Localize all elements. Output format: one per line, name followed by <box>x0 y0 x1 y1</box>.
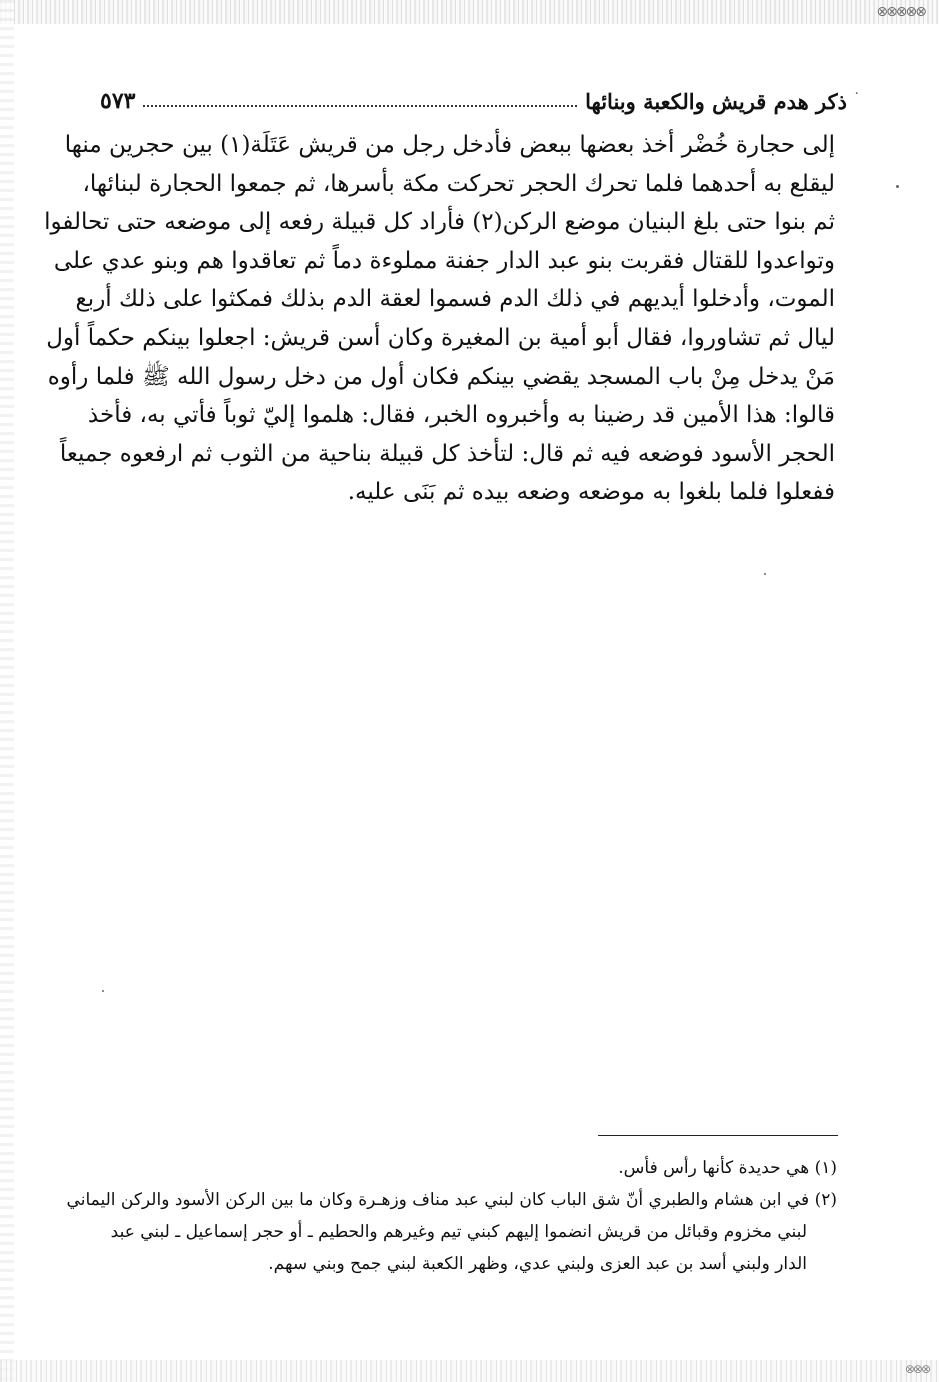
text-line: ليال ثم تشاوروا، فقال أبو أمية بن المغيرة وكان أسن قريش: اجعلوا بينكم حكماً أول <box>46 324 835 351</box>
text-line: ليقلع به أحدهما فلما تحرك الحجر تحركت مكة بأسرها، ثم جمعوا الحجارة لبنائها، <box>82 170 835 197</box>
footnote-2-continued: لبني مخزوم وقبائل من قريش انضموا إليهم كبني تيم وغيرهم والحطيم ـ أو حجر إسماعيل ـ لبني عبد <box>110 1222 807 1242</box>
text-line: ففعلوا فلما بلغوا به موضعه وضعه بيده ثم بَنَى عليه. <box>347 479 835 506</box>
scan-edge-top <box>0 0 939 24</box>
footnote-1: (١) هي حديدة كأنها رأس فأس. <box>618 1158 837 1178</box>
text-line: قالوا: هذا الأمين قد رضينا به وأخبروه الخبر، فقال: هلموا إليّ ثوباً فأتي به، فأخذ <box>87 402 835 429</box>
main-text-block <box>44 126 835 512</box>
footnote-separator <box>598 1135 838 1136</box>
footnote-2: (٢) في ابن هشام والطبري أنّ شق الباب كان لبني عبد مناف وزهـرة وكان ما بين الركن الأسود والركن اليماني <box>66 1190 837 1210</box>
text-line: وتواعدوا للقتال فقربت بنو عبد الدار جفنة مملوءة دماً ثم تعاقدوا هم وبنو عدي على <box>53 247 835 274</box>
scan-mark-icon: · <box>854 86 859 102</box>
page-number: ٥٧٣ <box>100 88 136 114</box>
scan-speck <box>102 990 104 992</box>
footnotes <box>66 1152 837 1280</box>
footnote-2-continued: الدار ولبني أسد بن عبد العزى ولبني عدي، وظهر الكعبة لبني جمح وبني سهم. <box>268 1254 807 1274</box>
ornament-border-icon: ⊗⊗⊗⊗⊗ <box>876 4 925 20</box>
ornament-border-icon: ⊗⊗⊗ <box>904 1362 929 1376</box>
text-line: مَنْ يدخل مِنْ باب المسجد يقضي بينكم فكان أول من دخل رسول الله ﷺ فلما رأوه <box>47 363 835 390</box>
scan-speck <box>764 573 766 575</box>
running-head <box>100 84 859 114</box>
running-head-title: ذكر هدم قريش والكعبة وبنائها <box>585 89 847 114</box>
scan-edge-left <box>0 0 14 1382</box>
text-line: ثم بنوا حتى بلغ البنيان موضع الركن(٢) فأراد كل قبيلة رفعه إلى موضعه حتى تحالفوا <box>44 209 835 236</box>
text-line: الحجر الأسود فوضعه فيه ثم قال: لتأخذ كل قبيلة بناحية من الثوب ثم ارفعوه جميعاً <box>59 440 835 467</box>
dotted-leader <box>143 105 577 107</box>
scan-speck <box>896 185 899 188</box>
text-line: إلى حجارة خُضْر أخذ بعضها ببعض فأدخل رجل من قريش عَتَلَة(١) بين حجرين منها <box>64 132 835 158</box>
text-line: الموت، وأدخلوا أيديهم في ذلك الدم فسموا لعقة الدم بذلك فمكثوا على ذلك أربع <box>75 286 835 313</box>
scan-edge-bottom <box>0 1360 939 1382</box>
